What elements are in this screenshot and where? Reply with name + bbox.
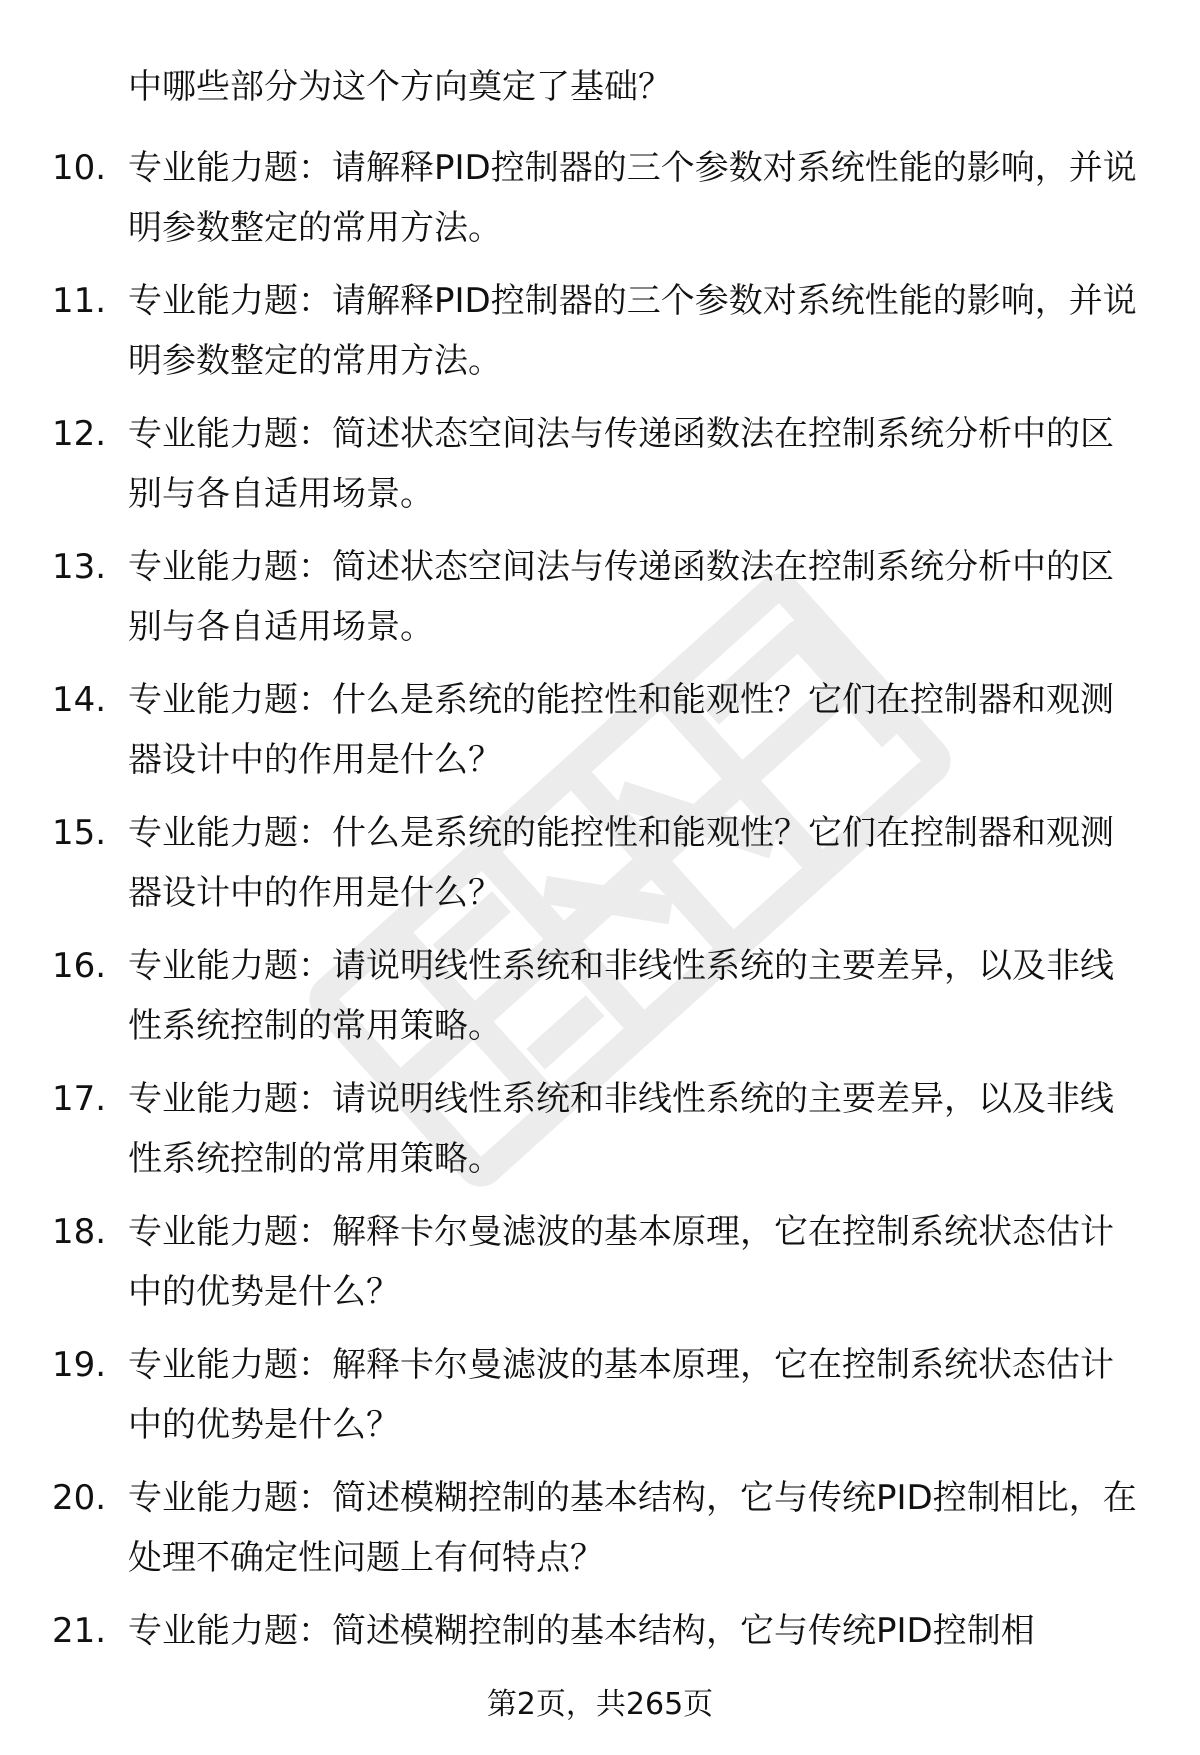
question-number: 11. xyxy=(52,281,107,321)
question-item xyxy=(0,670,1200,803)
question-number: 13. xyxy=(52,547,107,587)
question-number: 21. xyxy=(52,1611,107,1651)
question-number: 17. xyxy=(52,1079,107,1119)
question-item xyxy=(0,1202,1200,1335)
question-text: 专业能力题：简述状态空间法与传递函数法在控制系统分析中的区别与各自适用场景。 xyxy=(128,547,1114,647)
question-item xyxy=(0,803,1200,936)
question-number: 12. xyxy=(52,414,107,454)
question-number: 18. xyxy=(52,1212,107,1252)
question-item xyxy=(0,404,1200,537)
question-text: 专业能力题：请说明线性系统和非线性系统的主要差异，以及非线性系统控制的常用策略。 xyxy=(128,1079,1114,1179)
question-number: 10. xyxy=(52,148,107,188)
continued-question-text: 中哪些部分为这个方向奠定了基础？ xyxy=(128,67,672,107)
question-text: 专业能力题：解释卡尔曼滤波的基本原理，它在控制系统状态估计中的优势是什么？ xyxy=(128,1345,1114,1445)
question-item xyxy=(0,138,1200,271)
question-text: 专业能力题：请解释PID控制器的三个参数对系统性能的影响，并说明参数整定的常用方法。 xyxy=(128,148,1137,248)
question-item xyxy=(0,537,1200,670)
question-item xyxy=(0,271,1200,404)
question-item xyxy=(0,1069,1200,1202)
question-number: 20. xyxy=(52,1478,107,1518)
question-number: 14. xyxy=(52,680,107,720)
question-number: 15. xyxy=(52,813,107,853)
question-text: 专业能力题：简述状态空间法与传递函数法在控制系统分析中的区别与各自适用场景。 xyxy=(128,414,1114,514)
question-text: 专业能力题：什么是系统的能控性和能观性？它们在控制器和观测器设计中的作用是什么？ xyxy=(128,680,1114,780)
question-number: 19. xyxy=(52,1345,107,1385)
question-text: 专业能力题：请说明线性系统和非线性系统的主要差异，以及非线性系统控制的常用策略。 xyxy=(128,946,1114,1046)
question-text: 专业能力题：简述模糊控制的基本结构，它与传统PID控制相 xyxy=(128,1611,1035,1651)
question-item xyxy=(0,1335,1200,1468)
question-item xyxy=(0,936,1200,1069)
question-text: 专业能力题：解释卡尔曼滤波的基本原理，它在控制系统状态估计中的优势是什么？ xyxy=(128,1212,1114,1312)
question-list xyxy=(0,138,1200,1734)
question-text: 专业能力题：什么是系统的能控性和能观性？它们在控制器和观测器设计中的作用是什么？ xyxy=(128,813,1114,913)
question-text: 专业能力题：请解释PID控制器的三个参数对系统性能的影响，并说明参数整定的常用方法。 xyxy=(128,281,1137,381)
question-number: 16. xyxy=(52,946,107,986)
page-footer: 第2页，共265页 xyxy=(486,1687,714,1722)
question-item xyxy=(0,1468,1200,1601)
question-text: 专业能力题：简述模糊控制的基本结构，它与传统PID控制相比，在处理不确定性问题上有何特点？ xyxy=(128,1478,1137,1578)
